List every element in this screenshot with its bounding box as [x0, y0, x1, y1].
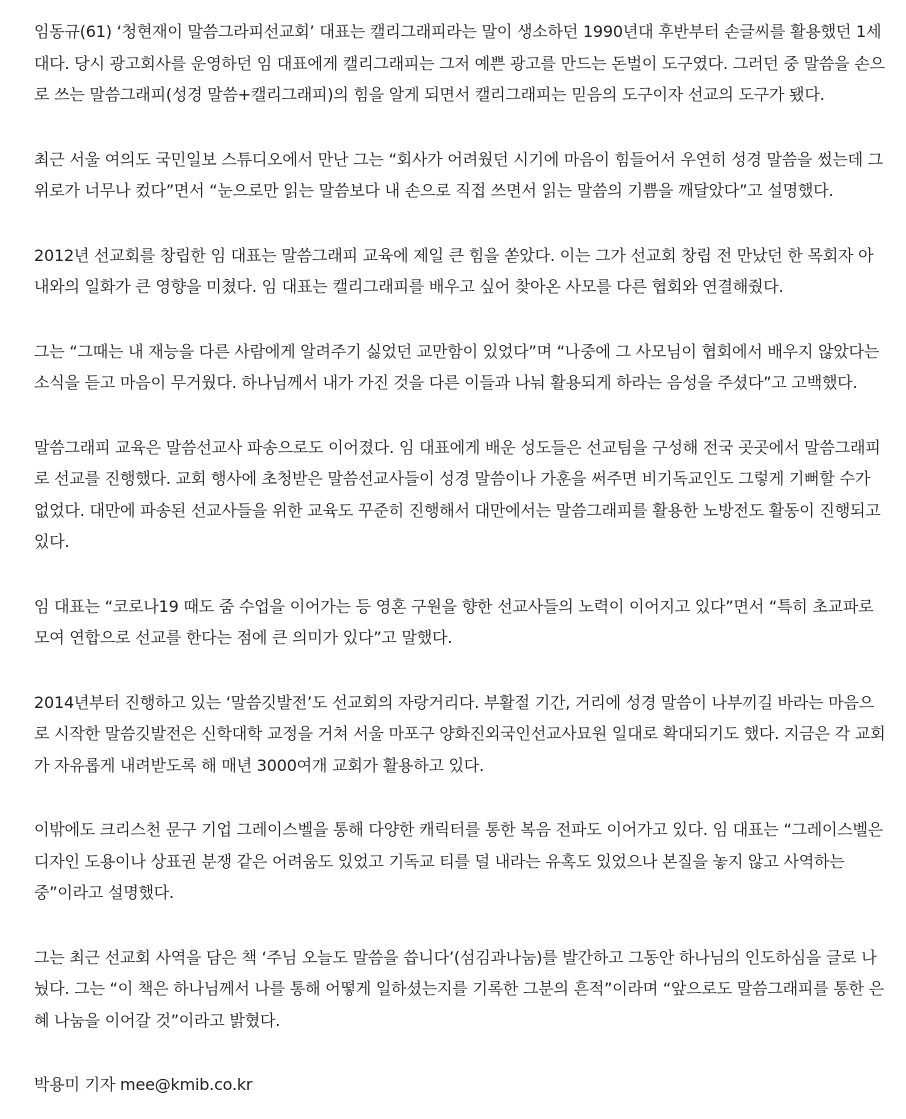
article-paragraph: 말씀그래피 교육은 말씀선교사 파송으로도 이어졌다. 임 대표에게 배운 성도들은 선교팀을 구성해 전국 곳곳에서 말씀그래피로 선교를 진행했다. 교회 행사에 초청받은 말씀선교사들이 성경 말씀이나 가훈을 써주면 비기독교인도 그렇게 기뻐할 수가 없었다. 대만에 파송된 선교사들을 위한 교육도 꾸준히 진행해서 대만에서는 말씀그래피를 활용한 노방전도 활동이 진행되고 있다.	[34, 437, 881, 551]
article-paragraph: 그는 최근 선교회 사역을 담은 책 ‘주님 오늘도 말씀을 씁니다’(섬김과나눔)를 발간하고 그동안 하나님의 인도하심을 글로 나눴다. 그는 “이 책은 하나님께서 나를 통해 어떻게 일하셨는지를 기록한 그분의 흔적”이라며 “앞으로도 말씀그래피를 통한 은혜 나눔을 이어갈 것”이라고 밝혔다.	[34, 947, 884, 1030]
article-paragraph: 2014년부터 진행하고 있는 ‘말씀깃발전’도 선교회의 자랑거리다. 부활절 기간, 거리에 성경 말씀이 나부끼길 바라는 마음으로 시작한 말씀깃발전은 신학대학 교정을 거쳐 서울 마포구 양화진외국인선교사묘원 일대로 확대되기도 했다. 지금은 각 교회가 자유롭게 내려받도록 해 매년 3000여개 교회가 활용하고 있다.	[34, 692, 886, 775]
article-paragraph: 이밖에도 크리스천 문구 기업 그레이스벨을 통해 다양한 캐릭터를 통한 복음 전파도 이어가고 있다. 임 대표는 “그레이스벨은 디자인 도용이나 상표권 분쟁 같은 어려움도 있었고 기독교 티를 덜 내라는 유혹도 있었으나 본질을 놓지 않고 사역하는 중”이라고 설명했다.	[34, 820, 884, 902]
reporter-byline: 박용미 기자 mee@kmib.co.kr	[34, 1075, 253, 1094]
article-paragraph: 임동규(61) ‘청현재이 말씀그라피선교회’ 대표는 캘리그래피라는 말이 생소하던 1990년대 후반부터 손글씨를 활용했던 1세대다. 당시 광고회사를 운영하던 임 대표에게 캘리그래피는 그저 예쁜 광고를 만드는 돈벌이 도구였다. 그러던 중 말씀을 손으로 쓰는 말씀그래피(성경 말씀+캘리그래피)의 힘을 알게 되면서 캘리그래피는 믿음의 도구이자 선교의 도구가 됐다.	[34, 22, 885, 104]
article-paragraph: 2012년 선교회를 창립한 임 대표는 말씀그래피 교육에 제일 큰 힘을 쏟았다. 이는 그가 선교회 창립 전 만났던 한 목회자 아내와의 일화가 큰 영향을 미쳤다. 임 대표는 캘리그래피를 배우고 싶어 찾아온 사모를 다른 협회와 연결해줬다.	[34, 245, 874, 296]
article-paragraph: 그는 “그때는 내 재능을 다른 사람에게 알려주기 싫었던 교만함이 있었다”며 “나중에 그 사모님이 협회에서 배우지 않았다는 소식을 듣고 마음이 무거웠다. 하나님께서 내가 가진 것을 다른 이들과 나눠 활용되게 하라는 음성을 주셨다”고 고백했다.	[34, 341, 880, 392]
article-body	[34, 16, 886, 1101]
article-paragraph: 최근 서울 여의도 국민일보 스튜디오에서 만난 그는 “회사가 어려웠던 시기에 마음이 힘들어서 우연히 성경 말씀을 썼는데 그 위로가 너무나 컸다”면서 “눈으로만 읽는 말씀보다 내 손으로 직접 쓰면서 읽는 말씀의 기쁨을 깨달았다”고 설명했다.	[34, 149, 884, 200]
article-paragraph: 임 대표는 “코로나19 때도 줌 수업을 이어가는 등 영혼 구원을 향한 선교사들의 노력이 이어지고 있다”면서 “특히 초교파로 모여 연합으로 선교를 한다는 점에 큰 의미가 있다”고 말했다.	[34, 596, 874, 647]
